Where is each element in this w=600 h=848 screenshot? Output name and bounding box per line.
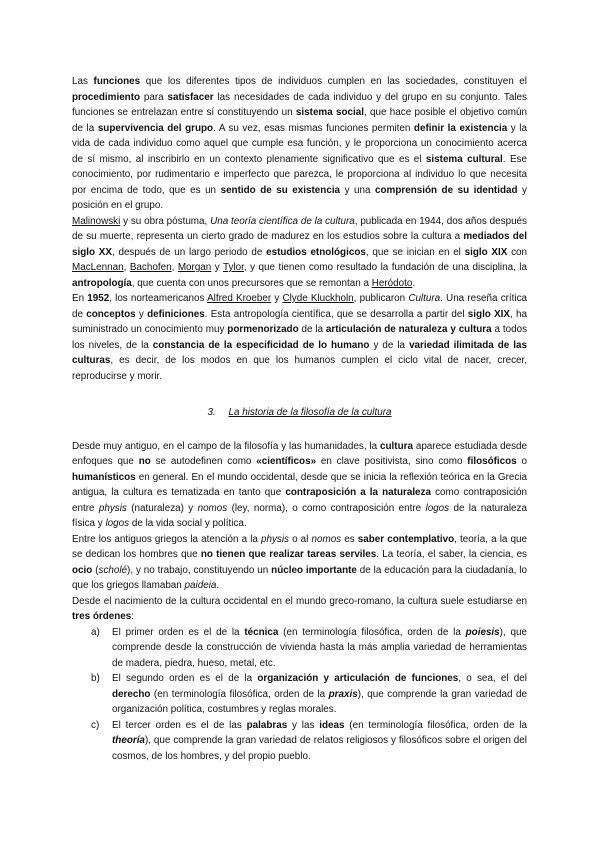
author-link: Tylor [223,262,244,273]
emphasis-bold: articulación de naturaleza y cultura [325,324,492,335]
author-link: Heródoto [371,277,413,289]
emphasis-bold: funciones [93,76,141,87]
emphasis-bold: praxis [328,688,358,700]
list-item [72,671,527,718]
author-link: Alfred Kroeber [207,293,272,304]
paragraph-greeks: Entre los antiguos griegos la atención a la physis o al nomos es saber contemplativo, teoría, a la que se dedican los hombres que no tienen que realizar tareas serviles. La teoría, el saber, la ciencia, es ocio (scholé), y no trabajo, constituyendo un núcleo importante de la educación para la ciudadanía, lo que los griegos llamaban paideia. [72,533,527,591]
list-item-text: El segundo orden es el de la organización y articulación de funciones, o sea, el del derecho (en terminología filosófica, orden de la praxis), que comprende la gran variedad de organización política, costumbres y reglas morales. [112,673,527,715]
emphasis-bold: no [138,456,151,467]
paragraph-malinowski: Malinowski y su obra póstuma, Una teoría científica de la cultura, publicada en 1944, dos años después de su muerte, representa un cierto grado de madurez en los estudios sobre la cultura a mediados del siglo XX, después de un largo periodo de estudios etnológicos, que se inician en el siglo XIX con MacLennan, Bachofen, Morgan y Tylor, y que tienen como resultado la fundación de una disciplina, la antropología, que cuenta con unos precursores que se remontan a Heródoto. [72,215,527,289]
emphasis-bold: estudios etnológicos [266,246,366,258]
emphasis-bold: comprensión de su identidad [375,184,518,196]
list-marker: c) [91,719,100,731]
author-link: Bachofen [129,262,172,273]
author-link: Malinowski [72,215,121,227]
emphasis-italic: nomos [311,533,342,545]
emphasis-bold: «científicos» [256,456,317,467]
emphasis-bold: sentido de su existencia [220,184,341,196]
emphasis-bold: cultura [380,440,413,452]
emphasis-bold: siglo XIX [464,246,508,258]
author-link: Morgan [177,262,212,273]
emphasis-italic: Una teoría científica de la cultura [210,215,355,227]
emphasis-bold: tres órdenes [72,611,132,622]
emphasis-bold: supervivencia del grupo [97,122,214,134]
author-link: MacLennan [72,262,124,273]
emphasis-bold: contraposición a la naturaleza [285,487,431,498]
emphasis-bold: poiesis [465,626,500,638]
emphasis-bold: no tienen que realizar tareas serviles [200,549,377,560]
emphasis-bold: procedimiento [72,91,141,103]
emphasis-italic: paideia [184,580,217,591]
emphasis-bold: sistema social [295,107,364,118]
emphasis-bold: organización y articulación de funciones [257,673,459,684]
emphasis-bold: derecho [112,688,151,700]
emphasis-italic: logos [105,518,130,529]
paragraph-functions: Las funciones que los diferentes tipos de individuos cumplen en las sociedades, constituyen el procedimiento para satisfacer las necesidades de cada individuo y del grupo en su conjunto. Tales funciones se entrelazan entre sí constituyendo un sistema social, que hace posible el objetivo común de la supervivencia del grupo. A su vez, esas mismas funciones permiten definir la existencia y la vida de cada individuo como aquel que cumple esa función, y le proporciona un conocimiento acerca de sí mismo, al inscribirlo en un contexto plenamente significativo que es el sistema cultural. Ese conocimiento, por rudimentario e imperfecto que parezca, le proporciona al individuo lo que necesita por encima de todo, que es un sentido de su existencia y una comprensión de su identidad y posición en el grupo. [72,76,527,211]
emphasis-bold: antropología [72,277,132,289]
emphasis-bold: variedad ilimitada de las culturas [72,339,527,366]
paragraph-philosophy: Desde muy antiguo, en el campo de la filosofía y las humanidades, la cultura aparece estudiada desde enfoques que no se autodefinen como «científicos» en clave positivista, sino como filosóficos o humanísticos en general. En el mundo occidental, desde que se inicia la reflexión teórica en la Grecia antigua, la cultura es tematizada en tanto que contraposición a la naturaleza como contraposición entre physis (naturaleza) y nomos (ley, norma), o como contraposición entre logos de la naturaleza física y logos de la vida social y política. [72,440,527,529]
list-item [72,718,527,765]
emphasis-bold: técnica [244,626,279,638]
section-title: La historia de la filosofía de la cultura [228,407,392,418]
page-body [72,74,527,764]
orders-list [72,625,527,765]
list-item-text: El tercer orden es el de las palabras y las ideas (en terminología filosófica, orden de la theoría), que comprende la gran variedad de relatos religiosos y filosóficos sobre el origen del cosmos, de los hombres, y del propio pueblo. [112,719,527,762]
emphasis-bold: constancia de la especificidad de lo humano [152,339,370,351]
emphasis-italic: physis [98,502,127,514]
emphasis-bold: definir la existencia [413,122,508,134]
emphasis-bold: saber contemplativo [357,533,455,545]
emphasis-italic: scholé [98,564,128,576]
emphasis-italic: nomos [197,502,228,514]
emphasis-bold: palabras [246,719,288,731]
emphasis-bold: 1952 [87,293,110,304]
emphasis-bold: siglo XIX [467,308,511,320]
emphasis-bold: mediados del siglo XX [72,231,527,258]
section-number: 3. [207,407,216,418]
list-item-text: El primer orden es el de la técnica (en terminología filosófica, orden de la poiesis), que comprende desde la construcción de vivienda hasta la más amplia variedad de herramientas de madera, piedra, hueso, metal, etc. [112,626,527,669]
emphasis-bold: núcleo importante [271,564,357,576]
emphasis-bold: definiciones [147,308,205,320]
author-link: Clyde Kluckholn [282,293,354,304]
paragraph-three-orders: Desde el nacimiento de la cultura occidental en el mundo greco-romano, la cultura suele estudiarse en tres órdenes: [72,595,527,622]
list-item [72,625,527,672]
emphasis-bold: ocio [72,564,93,576]
emphasis-bold: humanísticos [72,471,136,483]
emphasis-bold: sistema cultural [425,153,503,165]
list-marker: a) [91,626,100,638]
emphasis-italic: physis [260,533,289,545]
emphasis-bold: ideas [319,719,345,731]
emphasis-italic: Cultura [408,293,441,304]
emphasis-bold: filosóficos [467,456,517,467]
paragraph-kroeber-kluckholn: En 1952, los norteamericanos Alfred Kroeber y Clyde Kluckholn, publicaron Cultura. Una reseña crítica de conceptos y definiciones. Esta antropología científica, que se desarrolla a partir del siglo XIX, ha suministrado un conocimiento muy pormenorizado de la articulación de naturaleza y cultura a todos los niveles, de la constancia de la especificidad de lo humano y de la variedad ilimitada de las culturas, es decir, de los modos en que los humanos cumplen el ciclo vital de nacer, crecer, reproducirse y morir. [72,293,528,382]
section-heading [72,405,527,421]
emphasis-italic: logos [425,502,450,514]
emphasis-bold: pormenorizado [227,324,299,335]
list-marker: b) [91,673,100,684]
emphasis-bold: satisfacer [167,91,214,103]
emphasis-bold: theoría [112,735,145,746]
emphasis-bold: conceptos [86,308,136,320]
